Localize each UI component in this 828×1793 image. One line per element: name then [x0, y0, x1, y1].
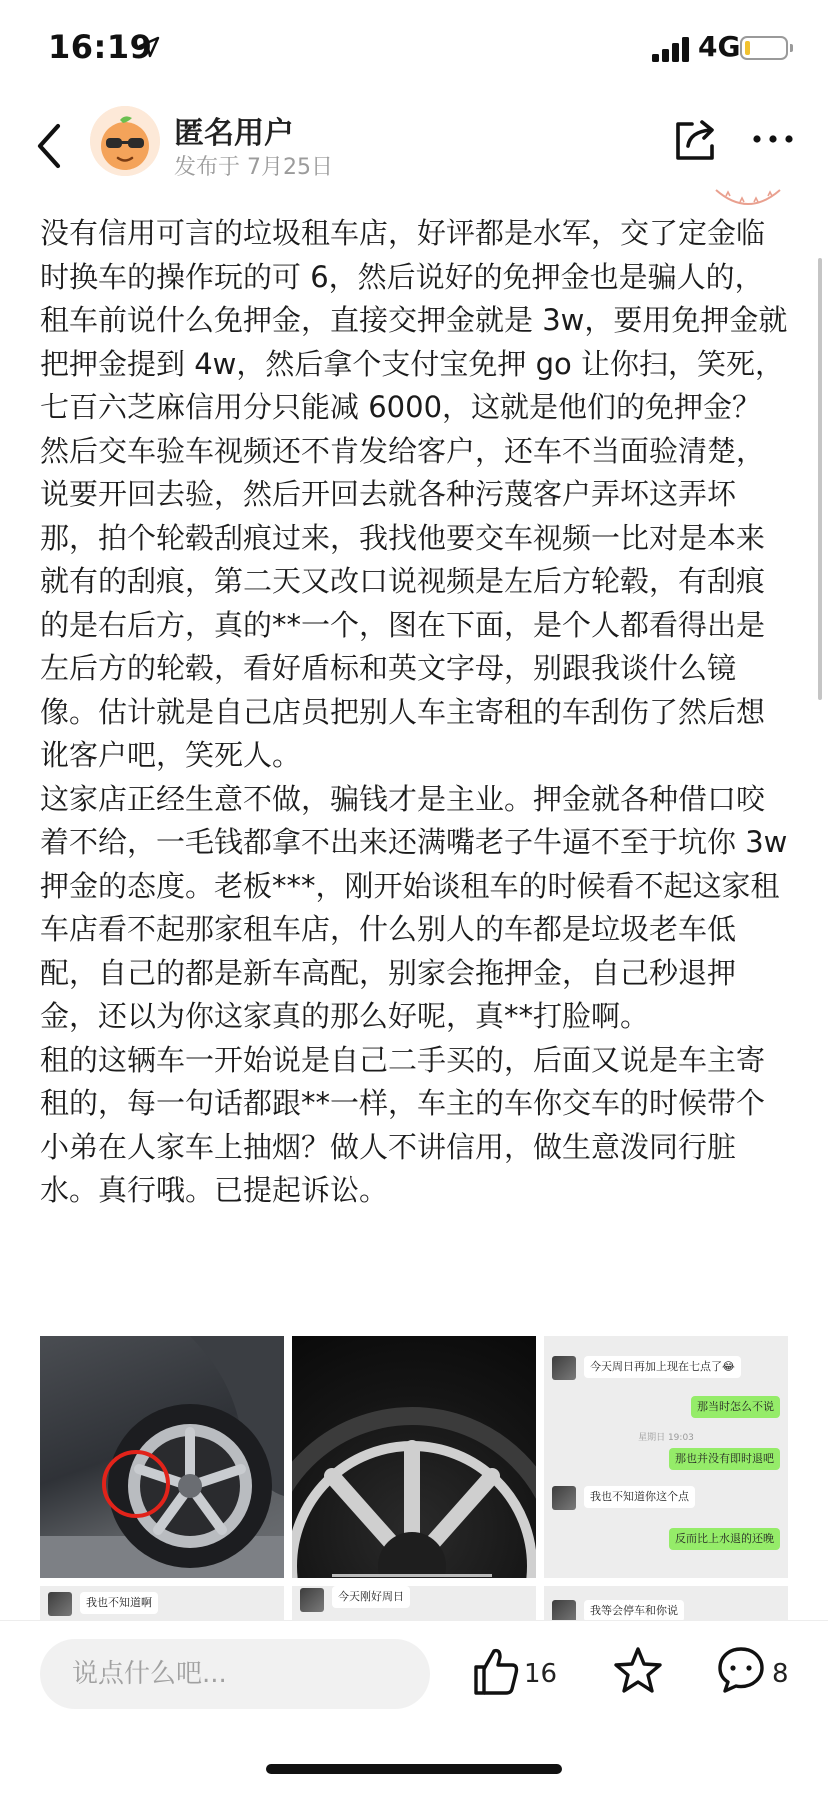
post-paragraph: 这家店正经生意不做，骗钱才是主业。押金就各种借口咬着不给，一毛钱都拿不出来还满嘴老子牛逼不至于坑你 3w 押金的态度。老板***，刚开始谈租车的时候看不起这家租车店看不起那家租车店，什么别人的车都是垃圾老车低配，自己的都是新车高配，别家会拖押金，自己秒退押金，还以为你这家真的那么好呢，真**打脸啊。	[40, 781, 797, 1033]
orange-sunglasses-avatar-icon	[90, 106, 160, 176]
chat-bubble: 今天周日再加上现在七点了😂	[584, 1356, 741, 1378]
signal-icon	[652, 36, 692, 62]
location-arrow-icon	[138, 36, 160, 58]
chat-avatar	[552, 1356, 576, 1380]
wheel-closeup-illustration	[292, 1336, 536, 1578]
scrollbar[interactable]	[818, 258, 822, 700]
post-content	[40, 212, 797, 1213]
car-wheel-illustration	[40, 1336, 284, 1578]
image-grid	[40, 1336, 788, 1636]
more-icon[interactable]	[750, 116, 796, 162]
post-date: 发布于 7月25日	[174, 155, 333, 180]
battery-icon	[740, 36, 788, 60]
chat-bubble: 今天刚好周日	[332, 1586, 410, 1608]
car-wheel-photo[interactable]	[40, 1336, 284, 1578]
battery-level	[745, 41, 750, 55]
post-header	[0, 100, 828, 198]
username[interactable]: 匿名用户	[174, 116, 294, 151]
back-chevron-icon[interactable]	[30, 116, 70, 176]
comment-count: 8	[772, 1659, 789, 1689]
post-paragraph: 然后交车验车视频还不肯发给客户，还车不当面验清楚，说要开回去验，然后开回去就各种污蔑客户弄坏这弄坏那，拍个轮毂刮痕过来，我找他要交车视频一比对是本来就有的刮痕，第二天又改口说视频是左后方轮毂，有刮痕的是右后方，真的**一个，图在下面，是个人都看得出是左后方的轮毂，看好盾标和英文字母，别跟我谈什么镜像。估计就是自己店员把别人车主寄租的车刮伤了然后想讹客户吧，笑死人。	[40, 433, 766, 772]
battery-tip	[790, 44, 793, 52]
comment-button[interactable]	[716, 1645, 806, 1701]
chat-screenshot[interactable]	[544, 1336, 788, 1578]
home-indicator[interactable]	[266, 1764, 562, 1774]
chat-bubble: 我也不知道啊	[80, 1592, 158, 1614]
avatar[interactable]	[90, 106, 160, 176]
comment-input[interactable]	[40, 1639, 430, 1709]
chat-bubble: 反而比上水退的还晚	[669, 1528, 780, 1550]
post-paragraph: 租的这辆车一开始说是自己二手买的，后面又说是车主寄租的，每一句话都跟**一样，车主的车你交车的时候带个小弟在人家车上抽烟？做人不讲信用，做生意泼同行脏水。真行哦。已提起诉讼。	[40, 1042, 766, 1207]
like-button[interactable]	[472, 1645, 582, 1701]
chat-timestamp: 星期日 19:03	[638, 1433, 694, 1443]
chat-bubble: 那当时怎么不说	[691, 1396, 780, 1418]
wheel-closeup-photo[interactable]	[292, 1336, 536, 1578]
thumbs-up-icon	[472, 1645, 520, 1697]
chat-bubble: 那也并没有即时退吧	[669, 1448, 780, 1470]
like-count: 16	[524, 1659, 558, 1689]
chat-bubble: 我等会停车和你说	[584, 1600, 684, 1622]
share-icon[interactable]	[672, 116, 720, 164]
star-icon[interactable]	[612, 1645, 664, 1697]
comment-icon	[716, 1645, 766, 1695]
status-time: 16:19	[48, 28, 153, 66]
chat-avatar	[300, 1588, 324, 1612]
chat-avatar	[552, 1486, 576, 1510]
network-type: 4G	[698, 30, 741, 63]
chat-avatar	[48, 1592, 72, 1616]
post-paragraph: 没有信用可言的垃圾租车店，好评都是水军，交了定金临时换车的操作玩的可 6，然后说好的免押金也是骗人的，租车前说什么免押金，直接交押金就是 3w，要用免押金就把押金提到 4w，然后拿个支付宝免押 go 让你扫，笑死，七百六芝麻信用分只能减 6000，这就是他们的免押金？	[40, 216, 788, 424]
chat-bubble: 我也不知道你这个点	[584, 1486, 695, 1508]
status-bar	[0, 0, 828, 100]
